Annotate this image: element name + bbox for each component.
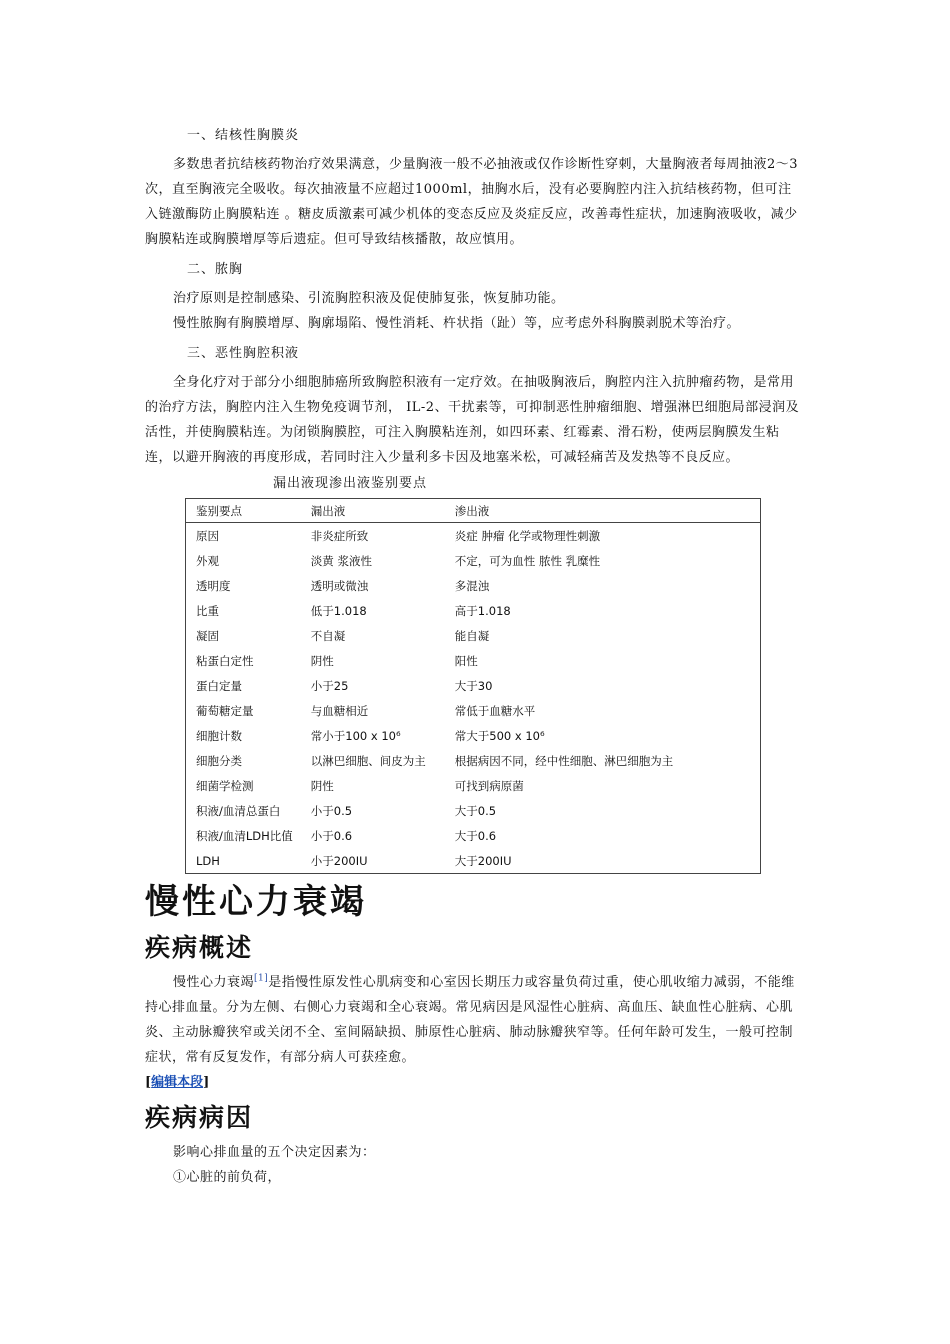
table-row [186, 848, 761, 874]
table-cell: 比重 [196, 603, 219, 618]
table-cell: 与血糖相近 [310, 703, 369, 718]
table-cell: 细菌学检测 [196, 778, 254, 793]
paragraph-cause-intro: 影响心排血量的五个决定因素为： [173, 1145, 376, 1160]
table-cell: 小于0.5 [310, 803, 353, 818]
heading-cause: 疾病病因 [145, 1103, 254, 1132]
table-cell: 大于0.6 [454, 828, 497, 843]
heading-overview: 疾病概述 [145, 933, 254, 962]
table-cell: 能自凝 [454, 628, 490, 643]
table-cell: 透明或微浊 [310, 578, 369, 593]
header-cell: 鉴别要点 [186, 499, 293, 523]
table-cell: 非炎症所致 [310, 528, 369, 543]
paragraph-cause-item-1: ①心脏的前负荷， [173, 1170, 282, 1185]
table-body [186, 523, 761, 874]
table-cell: 以淋巴细胞、间皮为主 [310, 753, 426, 768]
table-cell: 淡黄 浆液性 [310, 553, 372, 568]
table-row [186, 648, 761, 673]
table-cell: 低于1.018 [310, 603, 367, 618]
table-header-row [186, 499, 761, 523]
table-cell: 常大于500 x 10⁶ [454, 728, 545, 743]
table-row [186, 548, 761, 573]
document-page [145, 118, 805, 1190]
section-heading-empyema: 二、脓胸 [187, 262, 244, 277]
reference-link[interactable]: [1] [254, 973, 269, 984]
table-cell: 粘蛋白定性 [196, 653, 254, 668]
table-cell: 常小于100 x 10⁶ [310, 728, 401, 743]
table-cell: 小于25 [310, 678, 349, 693]
table-cell: 高于1.018 [454, 603, 511, 618]
table-row [186, 523, 761, 549]
edit-section [145, 1072, 805, 1094]
header-cell: 渗出液 [439, 499, 761, 523]
table-cell: 小于200IU [310, 853, 368, 868]
table-cell: 积液/血清总蛋白 [196, 803, 281, 818]
table-cell: 外观 [196, 553, 219, 568]
table-cell: 大于200IU [454, 853, 512, 868]
table-row [186, 698, 761, 723]
table-row [186, 673, 761, 698]
table-cell: 不自凝 [310, 628, 346, 643]
header-cell: 漏出液 [293, 499, 439, 523]
table-row [186, 773, 761, 798]
table-row [186, 573, 761, 598]
table-cell: 凝固 [196, 628, 219, 643]
section-heading-tb: 一、结核性胸膜炎 [187, 128, 300, 143]
table-cell: 细胞分类 [196, 753, 242, 768]
table-cell: 大于0.5 [454, 803, 497, 818]
paragraph-overview [145, 970, 805, 1070]
article-title: 慢性心力衰竭 [145, 882, 367, 922]
overview-body: 是指慢性原发性心肌病变和心室因长期压力或容量负荷过重，使心肌收缩力减弱，不能维持心排血量。分为左侧、右侧心力衰竭和全心衰竭。常见病因是风湿性心脏病、高血压、缺血性心脏病、心肌炎、主动脉瓣狭窄或关闭不全、室间隔缺损、肺原性心脏病、肺动脉瓣狭窄等。任何年龄可发生，一般可控制症状，常有反复发作，有部分病人可获痊愈。 [145, 975, 795, 1065]
table-row [186, 798, 761, 823]
table-cell: 炎症 肿瘤 化学或物理性刺激 [454, 528, 601, 543]
table-row [186, 823, 761, 848]
table-cell: 不定，可为血性 脓性 乳糜性 [454, 553, 601, 568]
paragraph-tb: 多数患者抗结核药物治疗效果满意，少量胸液一般不必抽液或仅作诊断性穿刺，大量胸液者每周抽液2～3次，直至胸液完全吸收。每次抽液量不应超过1000ml，抽胸水后，没有必要胸腔内注入抗结核药物，但可注入链激酶防止胸膜粘连 。糖皮质激素可减少机体的变态反应及炎症反应，改善毒性症状，加速胸液吸收，减少胸膜粘连或胸膜增厚等后遗症。但可导致结核播散，故应慎用。 [145, 157, 799, 247]
table-cell: 蛋白定量 [196, 678, 242, 693]
paragraph-empyema-chronic: 慢性脓胸有胸膜增厚、胸廓塌陷、慢性消耗、杵状指（趾）等，应考虑外科胸膜剥脱术等治疗。 [173, 316, 741, 331]
section-heading-malignant: 三、恶性胸腔积液 [187, 346, 300, 361]
table-caption: 漏出液现渗出液鉴别要点 [273, 476, 428, 491]
table-cell: 透明度 [196, 578, 231, 593]
paragraph-malignant: 全身化疗对于部分小细胞肺癌所致胸腔积液有一定疗效。在抽吸胸液后，胸腔内注入抗肿瘤药物，是常用的治疗方法，胸腔内注入生物免疫调节剂， IL-2、干扰素等，可抑制恶性肿瘤细胞、增强淋巴细胞局部浸润及活性，并使胸膜粘连。为闭锁胸膜腔，可注入胸膜粘连剂，如四环素、红霉素、滑石粉，使两层胸膜发生粘连，以避开胸液的再度形成，若同时注入少量利多卡因及地塞米松，可减轻痛苦及发热等不良反应。 [145, 375, 800, 465]
table-cell: 大于30 [454, 678, 493, 693]
table-row [186, 723, 761, 748]
table-cell: 葡萄糖定量 [196, 703, 254, 718]
table-cell: 常低于血糖水平 [454, 703, 536, 718]
comparison-table [185, 498, 761, 874]
table-cell: 多混浊 [454, 578, 490, 593]
table-row [186, 598, 761, 623]
table-cell: 阴性 [310, 778, 334, 793]
table-cell: 根据病因不同，经中性细胞、淋巴细胞为主 [454, 753, 674, 768]
table-row [186, 748, 761, 773]
table-cell: 原因 [196, 528, 219, 543]
table-cell: 小于0.6 [310, 828, 353, 843]
edit-bracket-close: ] [203, 1075, 210, 1090]
table-cell: LDH [196, 853, 220, 868]
table-row [186, 623, 761, 648]
table-cell: 积液/血清LDH比值 [196, 828, 293, 843]
paragraph-empyema-principle: 治疗原则是控制感染、引流胸腔积液及促使肺复张，恢复肺功能。 [173, 291, 565, 306]
table-cell: 阴性 [310, 653, 334, 668]
table-cell: 可找到病原菌 [454, 778, 524, 793]
edit-section-link[interactable]: 编辑本段 [151, 1075, 204, 1090]
overview-term: 慢性心力衰竭 [173, 975, 255, 990]
table-cell: 阳性 [454, 653, 478, 668]
edit-bracket-open: [ [145, 1075, 152, 1090]
table-cell: 细胞计数 [196, 728, 242, 743]
